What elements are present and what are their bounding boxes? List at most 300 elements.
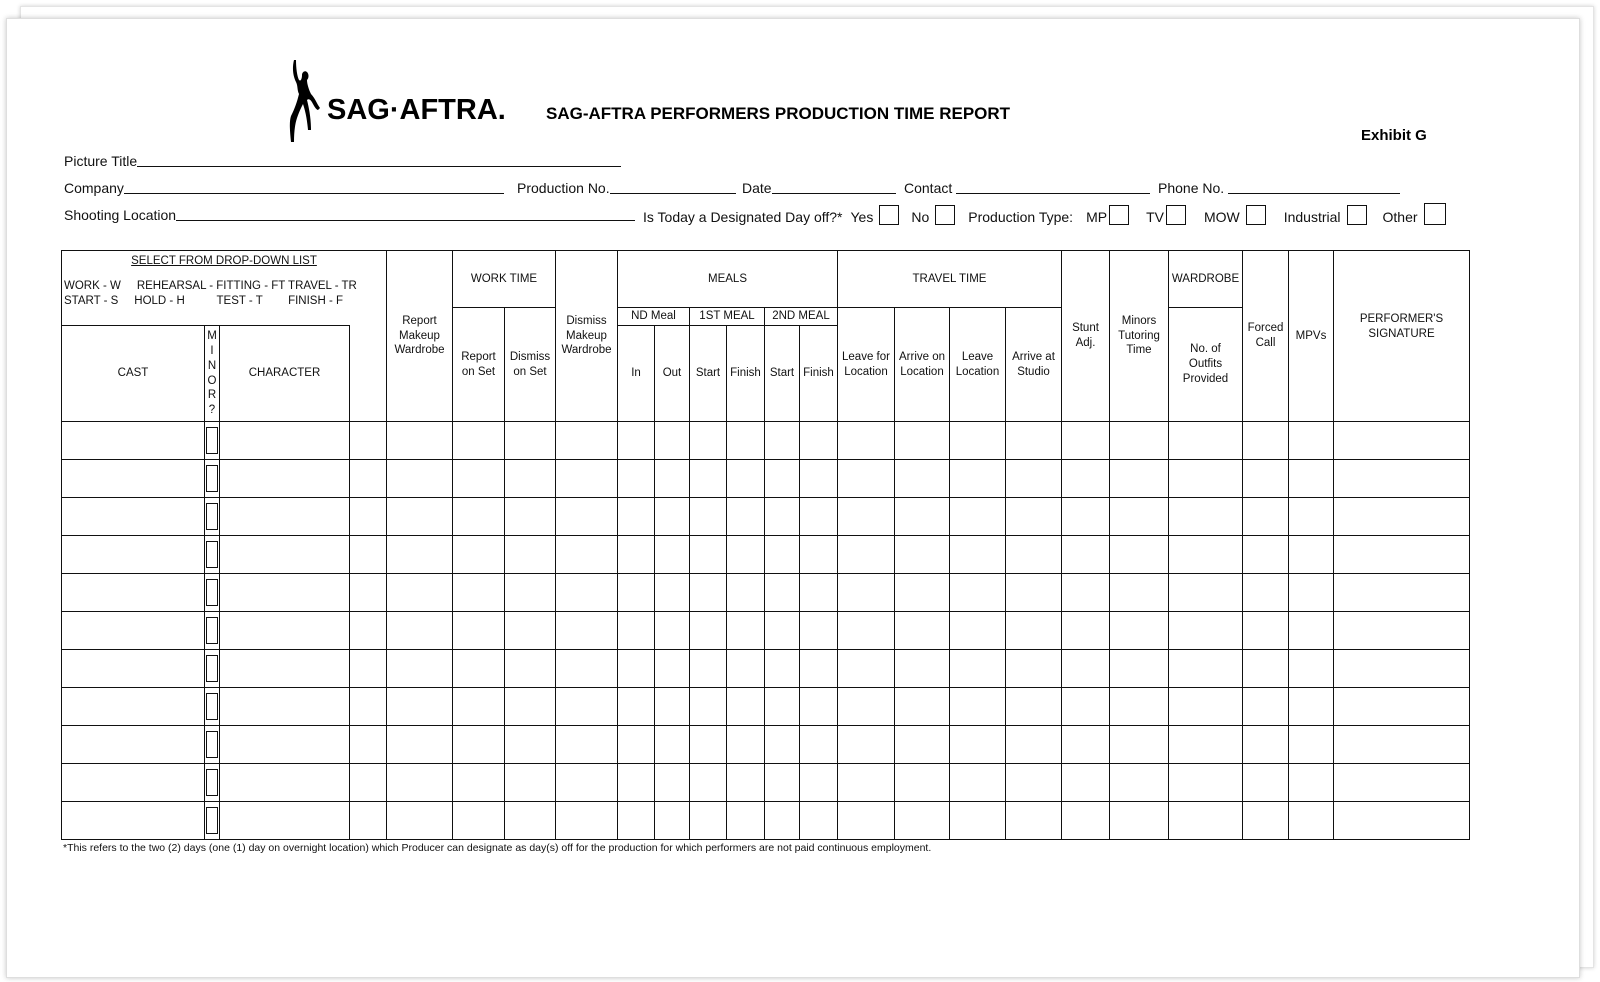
cell-mpvs[interactable] (1289, 574, 1334, 612)
cell-arrive-at-studio[interactable] (1006, 536, 1062, 574)
cell-meal2-start[interactable] (765, 612, 800, 650)
cell-meal1-finish[interactable] (727, 498, 765, 536)
cell-leave-location[interactable] (950, 764, 1006, 802)
cell-meal2-start[interactable] (765, 460, 800, 498)
cell-arrive-at-studio[interactable] (1006, 726, 1062, 764)
cell-leave-for-location[interactable] (838, 802, 895, 840)
cell-performers-signature[interactable] (1334, 802, 1470, 840)
cell-meal2-finish[interactable] (800, 688, 838, 726)
cell-blank[interactable] (350, 726, 387, 764)
cell-arrive-at-studio[interactable] (1006, 498, 1062, 536)
cell-mpvs[interactable] (1289, 498, 1334, 536)
cell-dismiss-makeup-wardrobe[interactable] (556, 536, 618, 574)
production-type-industrial-checkbox[interactable] (1347, 205, 1367, 225)
cell-meal2-finish[interactable] (800, 764, 838, 802)
production-type-other-checkbox[interactable] (1424, 203, 1446, 225)
cell-dismiss-on-set[interactable] (505, 422, 556, 460)
date-field[interactable] (772, 179, 896, 194)
phone-no-field[interactable] (1228, 179, 1400, 194)
cell-minors-tutoring-time[interactable] (1110, 536, 1169, 574)
cell-dismiss-makeup-wardrobe[interactable] (556, 460, 618, 498)
cell-character[interactable] (220, 460, 350, 498)
cell-stunt-adj[interactable] (1062, 536, 1110, 574)
minor-checkbox[interactable] (206, 579, 218, 606)
cell-meal2-start[interactable] (765, 536, 800, 574)
cell-cast[interactable] (62, 650, 205, 688)
cell-nd-in[interactable] (618, 802, 655, 840)
cell-dismiss-makeup-wardrobe[interactable] (556, 422, 618, 460)
production-type-mp-checkbox[interactable] (1109, 205, 1129, 225)
cell-blank[interactable] (350, 612, 387, 650)
cell-report-makeup-wardrobe[interactable] (387, 460, 453, 498)
cell-meal1-finish[interactable] (727, 764, 765, 802)
cell-arrive-at-studio[interactable] (1006, 574, 1062, 612)
cell-arrive-on-location[interactable] (895, 422, 950, 460)
performer-figure-icon (287, 58, 327, 148)
cell-arrive-on-location[interactable] (895, 574, 950, 612)
cell-mpvs[interactable] (1289, 460, 1334, 498)
cell-no-of-outfits[interactable] (1169, 574, 1243, 612)
cell-minors-tutoring-time[interactable] (1110, 498, 1169, 536)
cell-arrive-at-studio[interactable] (1006, 802, 1062, 840)
group-header-meals: MEALS (618, 251, 838, 308)
cell-no-of-outfits[interactable] (1169, 726, 1243, 764)
cell-nd-out[interactable] (655, 536, 690, 574)
cell-leave-for-location[interactable] (838, 764, 895, 802)
cell-dismiss-makeup-wardrobe[interactable] (556, 612, 618, 650)
cell-forced-call[interactable] (1243, 536, 1289, 574)
cell-nd-in[interactable] (618, 536, 655, 574)
cell-blank[interactable] (350, 536, 387, 574)
shooting-location-field[interactable] (176, 206, 635, 221)
production-no-label: Production No. (517, 180, 610, 196)
cell-report-on-set[interactable] (453, 612, 505, 650)
cell-dismiss-on-set[interactable] (505, 574, 556, 612)
cell-mpvs[interactable] (1289, 764, 1334, 802)
cell-stunt-adj[interactable] (1062, 802, 1110, 840)
minor-checkbox[interactable] (206, 731, 218, 758)
minor-checkbox[interactable] (206, 617, 218, 644)
cell-leave-location[interactable] (950, 536, 1006, 574)
col-header-mpvs: MPVs (1289, 251, 1334, 422)
cell-report-on-set[interactable] (453, 422, 505, 460)
cell-blank[interactable] (350, 460, 387, 498)
cell-meal2-finish[interactable] (800, 802, 838, 840)
cell-performers-signature[interactable] (1334, 650, 1470, 688)
cell-nd-in[interactable] (618, 422, 655, 460)
cell-cast[interactable] (62, 688, 205, 726)
cell-dismiss-on-set[interactable] (505, 498, 556, 536)
cell-meal1-start[interactable] (690, 612, 727, 650)
col-header-minor: M I N O R ? (205, 326, 220, 422)
cell-minors-tutoring-time[interactable] (1110, 802, 1169, 840)
cell-leave-for-location[interactable] (838, 460, 895, 498)
cell-cast[interactable] (62, 460, 205, 498)
cell-meal1-start[interactable] (690, 726, 727, 764)
cell-stunt-adj[interactable] (1062, 688, 1110, 726)
cell-minors-tutoring-time[interactable] (1110, 688, 1169, 726)
cell-dismiss-makeup-wardrobe[interactable] (556, 498, 618, 536)
cell-nd-out[interactable] (655, 650, 690, 688)
cell-no-of-outfits[interactable] (1169, 498, 1243, 536)
cell-meal1-finish[interactable] (727, 536, 765, 574)
cell-report-on-set[interactable] (453, 688, 505, 726)
cell-mpvs[interactable] (1289, 650, 1334, 688)
cell-meal1-start[interactable] (690, 536, 727, 574)
minor-checkbox[interactable] (206, 693, 218, 720)
cell-dismiss-makeup-wardrobe[interactable] (556, 574, 618, 612)
group-header-work-time: WORK TIME (453, 251, 556, 308)
cell-leave-for-location[interactable] (838, 726, 895, 764)
cell-minors-tutoring-time[interactable] (1110, 460, 1169, 498)
cell-no-of-outfits[interactable] (1169, 422, 1243, 460)
cell-arrive-on-location[interactable] (895, 498, 950, 536)
cell-leave-location[interactable] (950, 802, 1006, 840)
cell-report-makeup-wardrobe[interactable] (387, 726, 453, 764)
cell-stunt-adj[interactable] (1062, 498, 1110, 536)
cell-meal2-finish[interactable] (800, 422, 838, 460)
cell-character[interactable] (220, 536, 350, 574)
cell-no-of-outfits[interactable] (1169, 688, 1243, 726)
cell-mpvs[interactable] (1289, 536, 1334, 574)
table-row (62, 764, 1470, 802)
cell-meal1-finish[interactable] (727, 422, 765, 460)
cell-cast[interactable] (62, 612, 205, 650)
cell-leave-location[interactable] (950, 498, 1006, 536)
cell-performers-signature[interactable] (1334, 612, 1470, 650)
cell-report-makeup-wardrobe[interactable] (387, 612, 453, 650)
cell-meal1-finish[interactable] (727, 726, 765, 764)
cell-arrive-on-location[interactable] (895, 460, 950, 498)
cell-stunt-adj[interactable] (1062, 574, 1110, 612)
cell-nd-in[interactable] (618, 726, 655, 764)
cell-meal1-start[interactable] (690, 422, 727, 460)
col-header-cast: CAST (62, 326, 205, 422)
production-type-tv-checkbox[interactable] (1166, 205, 1186, 225)
cell-blank[interactable] (350, 498, 387, 536)
cell-leave-location[interactable] (950, 726, 1006, 764)
cell-nd-in[interactable] (618, 764, 655, 802)
cell-mpvs[interactable] (1289, 726, 1334, 764)
day-off-no-label: No (911, 209, 930, 225)
cell-minors-tutoring-time[interactable] (1110, 764, 1169, 802)
cell-blank[interactable] (350, 422, 387, 460)
cell-character[interactable] (220, 498, 350, 536)
cell-mpvs[interactable] (1289, 422, 1334, 460)
cell-nd-in[interactable] (618, 460, 655, 498)
cell-meal2-finish[interactable] (800, 498, 838, 536)
cell-meal1-finish[interactable] (727, 802, 765, 840)
cell-report-on-set[interactable] (453, 498, 505, 536)
cell-arrive-on-location[interactable] (895, 536, 950, 574)
cell-leave-for-location[interactable] (838, 498, 895, 536)
cell-dismiss-on-set[interactable] (505, 650, 556, 688)
cell-cast[interactable] (62, 422, 205, 460)
cell-performers-signature[interactable] (1334, 422, 1470, 460)
cell-meal2-finish[interactable] (800, 536, 838, 574)
col-header-arrive-at-studio: Arrive at Studio (1006, 308, 1062, 422)
cell-report-makeup-wardrobe[interactable] (387, 764, 453, 802)
cell-meal1-finish[interactable] (727, 460, 765, 498)
cell-arrive-on-location[interactable] (895, 650, 950, 688)
cell-performers-signature[interactable] (1334, 498, 1470, 536)
col-header-nd-out: Out (655, 326, 690, 422)
cell-nd-out[interactable] (655, 460, 690, 498)
cell-nd-out[interactable] (655, 726, 690, 764)
cell-leave-for-location[interactable] (838, 688, 895, 726)
cell-dismiss-on-set[interactable] (505, 612, 556, 650)
cell-minor (205, 688, 220, 726)
cell-performers-signature[interactable] (1334, 726, 1470, 764)
cell-leave-location[interactable] (950, 688, 1006, 726)
minor-checkbox[interactable] (206, 655, 218, 682)
cell-nd-out[interactable] (655, 574, 690, 612)
cell-meal2-start[interactable] (765, 498, 800, 536)
cell-meal1-start[interactable] (690, 574, 727, 612)
cell-report-makeup-wardrobe[interactable] (387, 650, 453, 688)
cell-minors-tutoring-time[interactable] (1110, 650, 1169, 688)
cell-arrive-on-location[interactable] (895, 688, 950, 726)
cell-meal2-start[interactable] (765, 422, 800, 460)
cell-report-on-set[interactable] (453, 460, 505, 498)
cell-report-makeup-wardrobe[interactable] (387, 688, 453, 726)
cell-dismiss-on-set[interactable] (505, 688, 556, 726)
cell-nd-out[interactable] (655, 764, 690, 802)
cell-meal2-start[interactable] (765, 650, 800, 688)
cell-nd-out[interactable] (655, 422, 690, 460)
cell-dismiss-on-set[interactable] (505, 460, 556, 498)
cell-report-makeup-wardrobe[interactable] (387, 498, 453, 536)
cell-forced-call[interactable] (1243, 802, 1289, 840)
cell-forced-call[interactable] (1243, 498, 1289, 536)
cell-mpvs[interactable] (1289, 612, 1334, 650)
day-off-row (643, 203, 1446, 225)
cell-meal2-finish[interactable] (800, 460, 838, 498)
cell-nd-in[interactable] (618, 650, 655, 688)
cell-leave-for-location[interactable] (838, 612, 895, 650)
cell-meal2-finish[interactable] (800, 650, 838, 688)
cell-nd-out[interactable] (655, 802, 690, 840)
cell-report-on-set[interactable] (453, 536, 505, 574)
cell-nd-in[interactable] (618, 498, 655, 536)
cell-forced-call[interactable] (1243, 650, 1289, 688)
cell-arrive-at-studio[interactable] (1006, 460, 1062, 498)
cell-blank[interactable] (350, 764, 387, 802)
cell-nd-in[interactable] (618, 574, 655, 612)
cell-character[interactable] (220, 726, 350, 764)
cell-no-of-outfits[interactable] (1169, 536, 1243, 574)
cell-dismiss-on-set[interactable] (505, 726, 556, 764)
production-no-field[interactable] (610, 179, 736, 194)
cell-meal1-start[interactable] (690, 460, 727, 498)
cell-meal2-finish[interactable] (800, 574, 838, 612)
cell-leave-location[interactable] (950, 422, 1006, 460)
cell-leave-location[interactable] (950, 650, 1006, 688)
cell-report-on-set[interactable] (453, 764, 505, 802)
minor-checkbox[interactable] (206, 427, 218, 454)
cell-minor (205, 802, 220, 840)
cell-mpvs[interactable] (1289, 802, 1334, 840)
cell-nd-in[interactable] (618, 688, 655, 726)
cell-meal2-start[interactable] (765, 802, 800, 840)
picture-title-field[interactable] (137, 152, 621, 167)
cell-dismiss-makeup-wardrobe[interactable] (556, 764, 618, 802)
cell-dismiss-makeup-wardrobe[interactable] (556, 726, 618, 764)
group-header-wardrobe: WARDROBE (1169, 251, 1243, 308)
cell-no-of-outfits[interactable] (1169, 802, 1243, 840)
cell-minor (205, 650, 220, 688)
cell-meal1-finish[interactable] (727, 574, 765, 612)
cell-report-makeup-wardrobe[interactable] (387, 422, 453, 460)
cell-forced-call[interactable] (1243, 688, 1289, 726)
cell-blank[interactable] (350, 802, 387, 840)
company-field[interactable] (124, 179, 504, 194)
cell-cast[interactable] (62, 574, 205, 612)
cell-mpvs[interactable] (1289, 688, 1334, 726)
group-header-travel-time: TRAVEL TIME (838, 251, 1062, 308)
cell-character[interactable] (220, 574, 350, 612)
cell-report-makeup-wardrobe[interactable] (387, 574, 453, 612)
cell-meal1-finish[interactable] (727, 688, 765, 726)
cell-character[interactable] (220, 650, 350, 688)
minor-checkbox[interactable] (206, 503, 218, 530)
minor-checkbox[interactable] (206, 769, 218, 796)
cell-blank[interactable] (350, 650, 387, 688)
cell-no-of-outfits[interactable] (1169, 650, 1243, 688)
cell-cast[interactable] (62, 802, 205, 840)
cell-report-on-set[interactable] (453, 650, 505, 688)
cell-cast[interactable] (62, 764, 205, 802)
cell-report-on-set[interactable] (453, 802, 505, 840)
cell-performers-signature[interactable] (1334, 574, 1470, 612)
cell-forced-call[interactable] (1243, 422, 1289, 460)
cell-arrive-at-studio[interactable] (1006, 422, 1062, 460)
cell-arrive-at-studio[interactable] (1006, 612, 1062, 650)
date-label: Date (742, 180, 772, 196)
cell-no-of-outfits[interactable] (1169, 764, 1243, 802)
cell-no-of-outfits[interactable] (1169, 460, 1243, 498)
cell-nd-out[interactable] (655, 688, 690, 726)
minor-checkbox[interactable] (206, 465, 218, 492)
cell-leave-for-location[interactable] (838, 536, 895, 574)
cell-character[interactable] (220, 764, 350, 802)
cell-leave-for-location[interactable] (838, 574, 895, 612)
cell-performers-signature[interactable] (1334, 536, 1470, 574)
cell-meal1-start[interactable] (690, 688, 727, 726)
cell-blank[interactable] (350, 688, 387, 726)
cell-cast[interactable] (62, 536, 205, 574)
cell-nd-in[interactable] (618, 612, 655, 650)
cell-arrive-at-studio[interactable] (1006, 650, 1062, 688)
cell-forced-call[interactable] (1243, 764, 1289, 802)
cell-nd-out[interactable] (655, 612, 690, 650)
cell-minors-tutoring-time[interactable] (1110, 574, 1169, 612)
cell-dismiss-on-set[interactable] (505, 764, 556, 802)
cell-performers-signature[interactable] (1334, 764, 1470, 802)
cell-performers-signature[interactable] (1334, 460, 1470, 498)
cell-stunt-adj[interactable] (1062, 460, 1110, 498)
cell-dismiss-makeup-wardrobe[interactable] (556, 650, 618, 688)
cell-meal1-start[interactable] (690, 764, 727, 802)
cell-forced-call[interactable] (1243, 574, 1289, 612)
cell-leave-location[interactable] (950, 574, 1006, 612)
cell-forced-call[interactable] (1243, 726, 1289, 764)
cell-meal2-start[interactable] (765, 688, 800, 726)
cell-arrive-on-location[interactable] (895, 612, 950, 650)
cell-dismiss-on-set[interactable] (505, 802, 556, 840)
minor-checkbox[interactable] (206, 541, 218, 568)
day-off-no-checkbox[interactable] (935, 205, 955, 225)
cell-arrive-at-studio[interactable] (1006, 764, 1062, 802)
cell-cast[interactable] (62, 498, 205, 536)
cell-meal1-start[interactable] (690, 802, 727, 840)
production-type-mow-checkbox[interactable] (1246, 205, 1266, 225)
cell-minors-tutoring-time[interactable] (1110, 612, 1169, 650)
cell-meal2-start[interactable] (765, 726, 800, 764)
cell-dismiss-makeup-wardrobe[interactable] (556, 802, 618, 840)
cell-arrive-on-location[interactable] (895, 726, 950, 764)
cell-stunt-adj[interactable] (1062, 422, 1110, 460)
cell-character[interactable] (220, 802, 350, 840)
cell-meal2-finish[interactable] (800, 612, 838, 650)
cell-performers-signature[interactable] (1334, 688, 1470, 726)
cell-arrive-at-studio[interactable] (1006, 688, 1062, 726)
cell-cast[interactable] (62, 726, 205, 764)
cell-meal1-finish[interactable] (727, 612, 765, 650)
cell-stunt-adj[interactable] (1062, 764, 1110, 802)
cell-meal1-start[interactable] (690, 650, 727, 688)
cell-character[interactable] (220, 612, 350, 650)
cell-leave-for-location[interactable] (838, 650, 895, 688)
table-row (62, 422, 1470, 460)
contact-field[interactable] (956, 179, 1150, 194)
cell-minors-tutoring-time[interactable] (1110, 726, 1169, 764)
cell-report-on-set[interactable] (453, 726, 505, 764)
cell-forced-call[interactable] (1243, 612, 1289, 650)
cell-meal2-start[interactable] (765, 764, 800, 802)
cell-meal1-finish[interactable] (727, 650, 765, 688)
cell-stunt-adj[interactable] (1062, 612, 1110, 650)
cell-character[interactable] (220, 688, 350, 726)
cell-arrive-on-location[interactable] (895, 802, 950, 840)
cell-report-makeup-wardrobe[interactable] (387, 536, 453, 574)
day-off-yes-checkbox[interactable] (879, 205, 899, 225)
cell-blank[interactable] (350, 574, 387, 612)
cell-forced-call[interactable] (1243, 460, 1289, 498)
cell-meal2-start[interactable] (765, 574, 800, 612)
cell-stunt-adj[interactable] (1062, 650, 1110, 688)
cell-meal1-start[interactable] (690, 498, 727, 536)
cell-dismiss-on-set[interactable] (505, 536, 556, 574)
cell-no-of-outfits[interactable] (1169, 612, 1243, 650)
cell-nd-out[interactable] (655, 498, 690, 536)
col-header-character: CHARACTER (220, 326, 350, 422)
cell-report-makeup-wardrobe[interactable] (387, 802, 453, 840)
cell-report-on-set[interactable] (453, 574, 505, 612)
cell-leave-for-location[interactable] (838, 422, 895, 460)
col-header-stunt-adj: Stunt Adj. (1062, 251, 1110, 422)
cell-arrive-on-location[interactable] (895, 764, 950, 802)
minor-checkbox[interactable] (206, 807, 218, 834)
cell-character[interactable] (220, 422, 350, 460)
cell-stunt-adj[interactable] (1062, 726, 1110, 764)
cell-leave-location[interactable] (950, 460, 1006, 498)
cell-meal2-finish[interactable] (800, 726, 838, 764)
cell-minors-tutoring-time[interactable] (1110, 422, 1169, 460)
cell-leave-location[interactable] (950, 612, 1006, 650)
logo-wordmark: SAG·AFTRA. (327, 94, 506, 126)
cell-dismiss-makeup-wardrobe[interactable] (556, 688, 618, 726)
